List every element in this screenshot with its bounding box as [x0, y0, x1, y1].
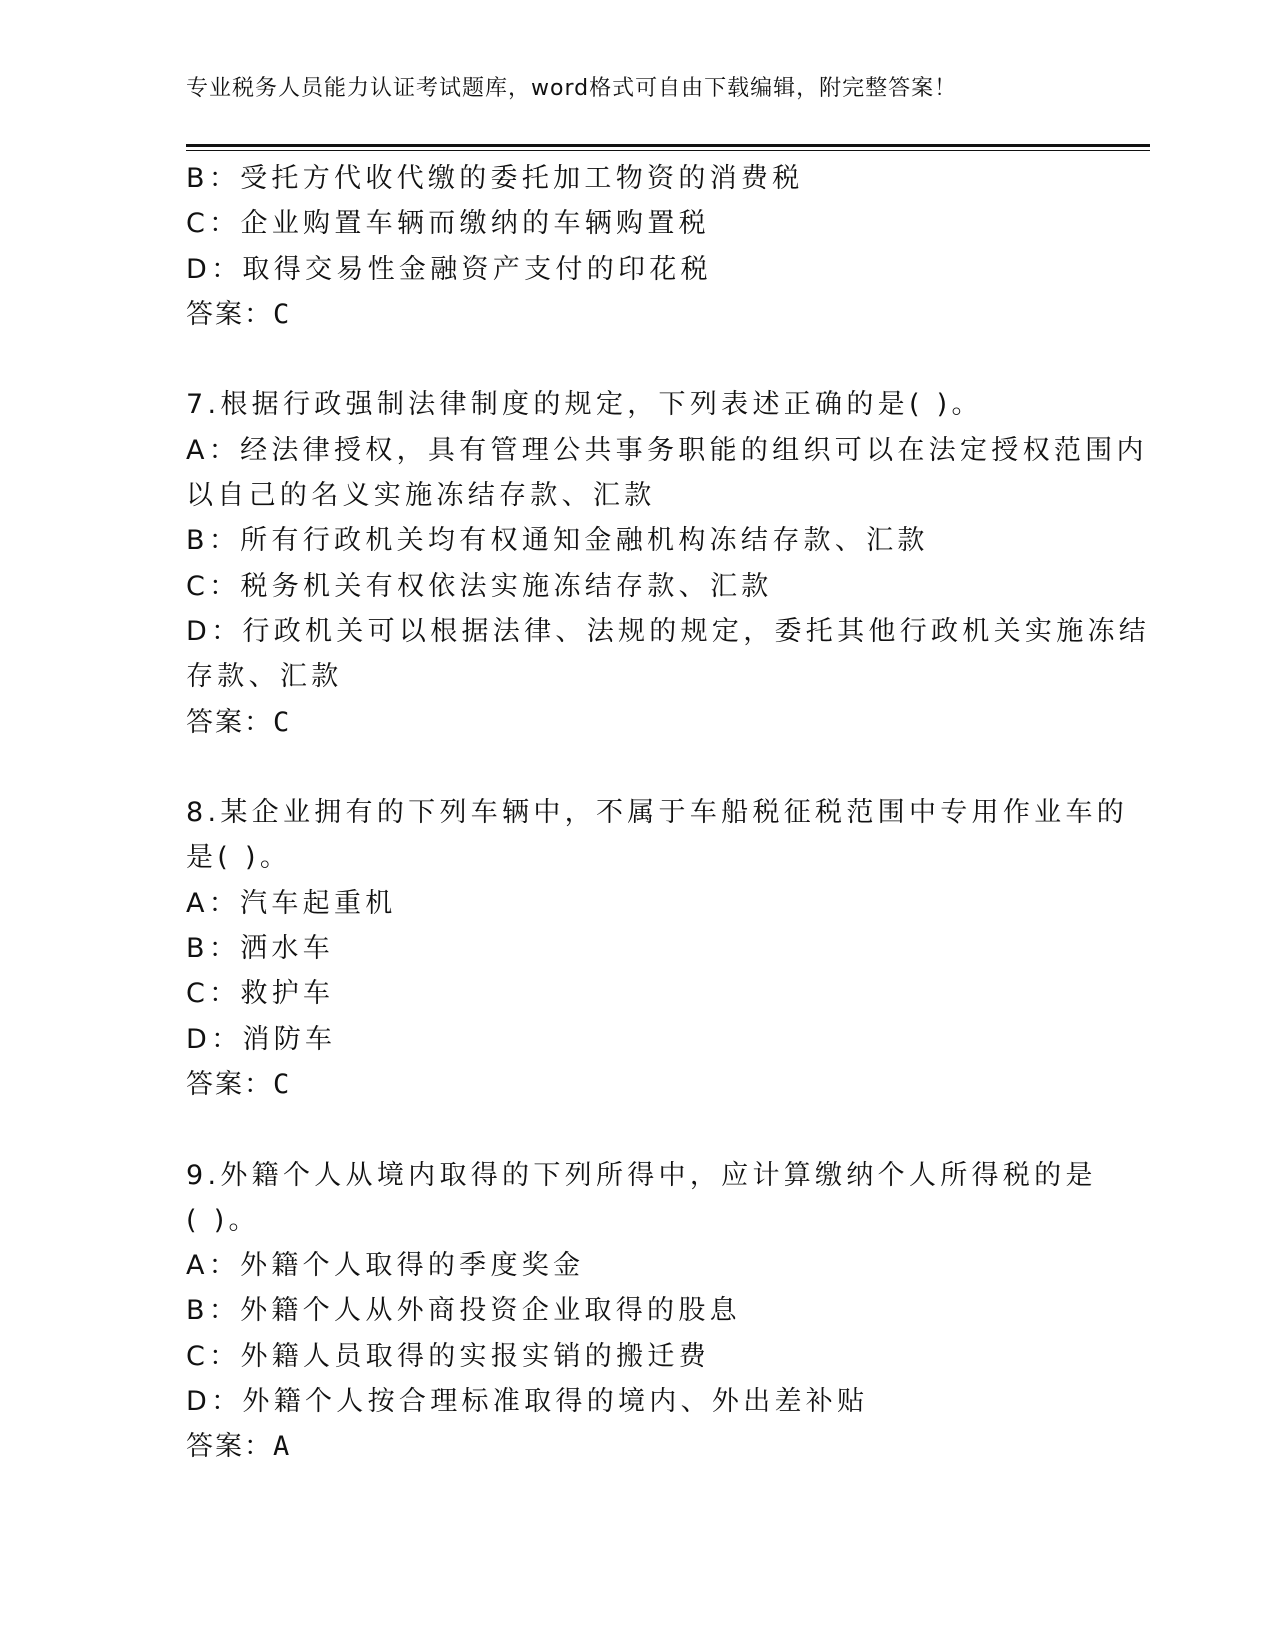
q7-option-d-line2: 存款、汇款 [186, 661, 343, 693]
answer-label: 答案： [186, 1068, 273, 1100]
answer-label: 答案： [186, 1431, 273, 1463]
q8-option-b: B：洒水车 [186, 933, 335, 965]
q9-question-line2: ( )。 [186, 1204, 260, 1236]
q7-option-b: B：所有行政机关均有权通知金融机构冻结存款、汇款 [186, 525, 929, 557]
q7-question: 7.根据行政强制法律制度的规定，下列表述正确的是( )。 [186, 389, 983, 421]
answer-value: C [273, 1068, 292, 1100]
q7-answer [186, 700, 1086, 745]
page-header: 专业税务人员能力认证考试题库，word格式可自由下载编辑，附完整答案！ [186, 76, 958, 101]
q9-question-line1: 9.外籍个人从境内取得的下列所得中，应计算缴纳个人所得税的是 [186, 1159, 1097, 1191]
q8-option-d: D：消防车 [186, 1023, 337, 1055]
q8-answer [186, 1062, 1086, 1107]
q9-option-b: B：外籍个人从外商投资企业取得的股息 [186, 1295, 741, 1327]
q8-question-line2: 是( )。 [186, 842, 292, 874]
q9-option-c: C：外籍人员取得的实报实销的搬迁费 [186, 1340, 710, 1372]
q7-option-d-line1: D：行政机关可以根据法律、法规的规定，委托其他行政机关实施冻结 [186, 615, 1151, 647]
answer-label: 答案： [186, 298, 273, 330]
q6-answer [186, 292, 1086, 337]
answer-value: C [273, 706, 292, 738]
spacer [186, 337, 1086, 382]
q7-option-a-line1: A：经法律授权，具有管理公共事务职能的组织可以在法定授权范围内 [186, 434, 1148, 466]
header-rule-thin [186, 150, 1150, 151]
q9-answer [186, 1424, 1086, 1469]
q9-option-a: A：外籍个人取得的季度奖金 [186, 1250, 585, 1282]
answer-value: A [273, 1431, 292, 1463]
q8-option-c: C：救护车 [186, 978, 335, 1010]
spacer [186, 745, 1086, 790]
answer-label: 答案： [186, 706, 273, 738]
question-content [186, 156, 1151, 1470]
q6-option-b: B：受托方代收代缴的委托加工物资的消费税 [186, 163, 804, 194]
q6-option-d: D：取得交易性金融资产支付的印花税 [186, 253, 712, 285]
q8-question-line1: 8.某企业拥有的下列车辆中，不属于车船税征税范围中专用作业车的 [186, 797, 1129, 829]
q6-option-c: C：企业购置车辆而缴纳的车辆购置税 [186, 208, 710, 240]
spacer [186, 1107, 1086, 1152]
q9-option-d: D：外籍个人按合理标准取得的境内、外出差补贴 [186, 1386, 869, 1418]
q8-option-a: A：汽车起重机 [186, 887, 397, 919]
answer-value: C [273, 298, 292, 330]
q7-option-a-line2: 以自己的名义实施冻结存款、汇款 [186, 480, 656, 512]
q7-option-c: C：税务机关有权依法实施冻结存款、汇款 [186, 570, 773, 602]
header-rule-thick [186, 144, 1150, 147]
